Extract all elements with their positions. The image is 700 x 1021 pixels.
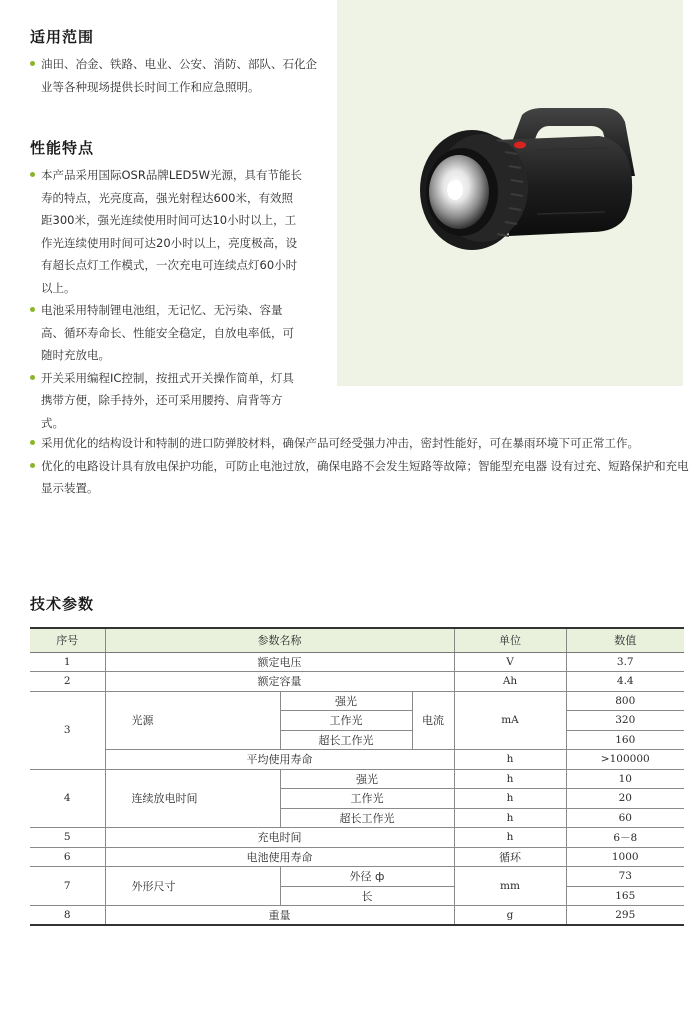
cell-no: 6 [30,847,105,867]
header-unit: 单位 [454,628,566,652]
table-row [30,652,684,672]
cell-unit: h [454,808,566,828]
list-item: 开关采用编程IC控制，按扭式开关操作简单，灯具携带方便，除手持外，还可采用腰挎、肩背等方式。 [30,367,304,435]
flashlight-image [337,0,683,386]
table-row [30,672,684,692]
cell-name: 重量 [105,906,454,926]
cell-name: 外形尺寸 [105,867,280,906]
cell-name: 电池使用寿命 [105,847,454,867]
scope-list [30,53,320,98]
cell-mode: 强光 [280,691,412,711]
table-row [30,750,684,770]
cell-value: 4.4 [566,672,684,692]
cell-unit: mA [454,691,566,750]
cell-no: 4 [30,769,105,828]
cell-name: 光源 [105,691,280,750]
table-row [30,906,684,926]
specs-title: 技术参数 [30,595,95,613]
cell-unit: V [454,652,566,672]
list-item: 优化的电路设计具有放电保护功能，可防止电池过放，确保电路不会发生短路等故障；智能型充电器 设有过充、短路保护和充电显示装置。 [30,455,690,500]
cell-value: >100000 [566,750,684,770]
cell-unit: g [454,906,566,926]
cell-sublabel: 电流 [412,691,454,750]
cell-no: 5 [30,828,105,848]
cell-value: 60 [566,808,684,828]
cell-mode: 外径 ф [280,867,454,887]
cell-mode: 工作光 [280,711,412,731]
list-item: 本产品采用国际OSR品牌LED5W光源，具有节能长寿的特点，光亮度高，强光射程达600米，有效照距300米，强光连续使用时间可达10小时以上，工作光连续使用时间可达20小时以上，亮度极高，设有超长点灯工作模式，一次充电可连续点灯60小时以上。 [30,164,304,299]
cell-name: 额定电压 [105,652,454,672]
cell-name: 充电时间 [105,828,454,848]
cell-unit: mm [454,867,566,906]
header-no: 序号 [30,628,105,652]
features-title: 性能特点 [30,139,95,157]
cell-unit: h [454,769,566,789]
features-list-wide [30,432,690,500]
table-row [30,769,684,789]
list-item: 采用优化的结构设计和特制的进口防弹胶材料，确保产品可经受强力冲击，密封性能好，可在暴雨环境下可正常工作。 [30,432,690,455]
cell-mode: 超长工作光 [280,730,412,750]
cell-unit: 循环 [454,847,566,867]
cell-unit: h [454,789,566,809]
header-value: 数值 [566,628,684,652]
specs-table [30,627,684,926]
cell-value: 165 [566,886,684,906]
table-row [30,847,684,867]
cell-value: 295 [566,906,684,926]
cell-no: 7 [30,867,105,906]
cell-no: 3 [30,691,105,769]
cell-value: 160 [566,730,684,750]
table-row [30,691,684,711]
cell-value: 3.7 [566,652,684,672]
cell-value: 10 [566,769,684,789]
cell-no: 8 [30,906,105,926]
cell-unit: h [454,828,566,848]
table-row [30,828,684,848]
cell-unit: Ah [454,672,566,692]
cell-unit: h [454,750,566,770]
cell-no: 2 [30,672,105,692]
product-photo [337,0,683,386]
cell-value: 20 [566,789,684,809]
list-item: 油田、冶金、铁路、电业、公安、消防、部队、石化企业等各种现场提供长时间工作和应急照明。 [30,53,320,98]
cell-name: 连续放电时间 [105,769,280,828]
cell-mode: 强光 [280,769,454,789]
cell-value: 320 [566,711,684,731]
cell-mode: 超长工作光 [280,808,454,828]
cell-value: 73 [566,867,684,887]
features-list-narrow [30,164,304,434]
table-row [30,867,684,887]
scope-title: 适用范围 [30,28,95,46]
cell-mode: 工作光 [280,789,454,809]
header-name: 参数名称 [105,628,454,652]
cell-value: 6－8 [566,828,684,848]
table-header-row [30,628,684,652]
cell-value: 800 [566,691,684,711]
list-item: 电池采用特制锂电池组，无记忆、无污染、容量高、循环寿命长、性能安全稳定，自放电率低，可随时充放电。 [30,299,304,367]
cell-name: 平均使用寿命 [105,750,454,770]
cell-no: 1 [30,652,105,672]
cell-value: 1000 [566,847,684,867]
cell-mode: 长 [280,886,454,906]
cell-name: 额定容量 [105,672,454,692]
